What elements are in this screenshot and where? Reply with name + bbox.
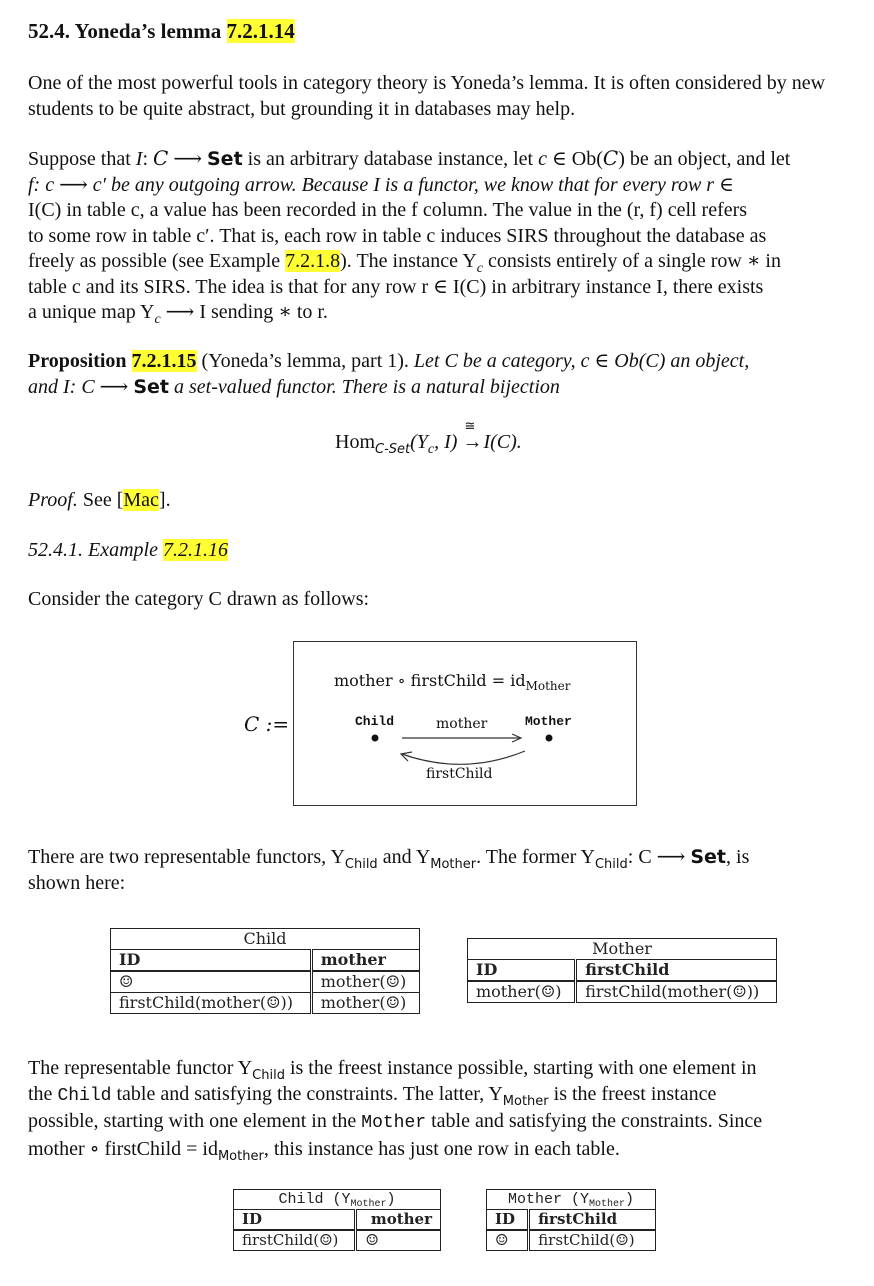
column-header: firstChild (576, 960, 777, 982)
line: f: c ⟶ c′ be any outgoing arrow. Because I is a functor, we know that for every row r ∈ (28, 173, 734, 196)
node-mother-dot (546, 735, 553, 742)
line: a unique map $Y_c$ ⟶ I sending ∗ to r. (28, 301, 328, 327)
line: I(C) in table c, a value has been recorded in the f column. The value in the (r, f) cell refers (28, 199, 748, 221)
line: shown here: (28, 871, 126, 894)
table-row: firstChild(mother(☺)) mother(☺) (111, 993, 420, 1014)
line: possible, starting with one element in the Mother table and satisfying the constraints. Since (28, 1110, 763, 1133)
line: table c and its SIRS. The idea is that for any row r ∈ I(C) in arbitrary instance I, there exists (28, 275, 764, 298)
table-row: mother(☺) firstChild(mother(☺)) (468, 981, 777, 1003)
column-header: mother (311, 950, 419, 972)
category-definition-label: C := (244, 712, 290, 736)
arrow-mother-label: mother (436, 716, 488, 732)
table-title: Mother (468, 939, 777, 960)
node-child-label: Child (355, 714, 395, 729)
suppose-paragraph (28, 146, 858, 326)
consider-text: Consider the category C drawn as follows: (28, 588, 370, 610)
ychild-child-table (110, 928, 420, 1014)
line: The representable functor $Y_{Child}$ is the freest instance possible, starting with one element in (28, 1057, 757, 1083)
line: Proposition 7.2.1.15 (Yoneda’s lemma, part 1). Let C be a category, c ∈ Ob(C) an object, (28, 350, 750, 372)
diagram-equation: mother ∘ firstChild = $id_{Mother}$ (334, 671, 571, 693)
section-number: 52.4. (28, 19, 70, 43)
proposition-ref-link[interactable]: 7.2.1.15 (131, 350, 197, 372)
node-mother-label: Mother (525, 714, 572, 729)
line: the Child table and satisfying the constraints. The latter, $Y_{Mother}$ is the freest instance (28, 1082, 717, 1109)
section-title: Yoneda’s lemma (74, 19, 222, 43)
ychild-mother-table (467, 938, 777, 1003)
node-child-dot (372, 735, 379, 742)
line: to some row in table c′. That is, each row in table c induces SIRS throughout the database as (28, 224, 767, 247)
line: freely as possible (see Example 7.2.1.8). The instance $Y_c$ consists entirely of a single row ∗ in (28, 250, 781, 276)
table-row: firstChild(☺) ☺ (234, 1230, 441, 1251)
column-header: ID (111, 950, 312, 972)
table-title: Mother $(Y_{Mother})$ (487, 1190, 656, 1210)
section-heading (28, 19, 295, 45)
column-header: ID (487, 1210, 529, 1231)
table-row: ☺ firstChild(☺) (487, 1230, 656, 1251)
column-header: ID (468, 960, 576, 982)
ymother-child-table (233, 1189, 441, 1251)
arrow-firstchild (401, 751, 525, 764)
table-title: Child (111, 929, 420, 950)
proof: Proof. See [Mac]. (28, 489, 171, 511)
arrow-firstchild-label: firstChild (426, 766, 493, 782)
yoneda-formula: $Hom_{C-Set}(Y_c$, I) ≅ → I(C). (335, 430, 522, 456)
column-header: ID (234, 1210, 356, 1231)
freest-instance-paragraph (28, 1056, 858, 1162)
arrow-mother (402, 734, 521, 742)
section-ref-link[interactable]: 7.2.1.14 (226, 19, 295, 43)
representable-paragraph (28, 845, 858, 896)
ymother-mother-table (486, 1189, 656, 1251)
intro-paragraph: One of the most powerful tools in category theory is Yoneda’s lemma. It is often considered by new students to be quite abstract, but grounding it in databases may help. (28, 72, 826, 120)
line: and I: C ⟶ Set a set-valued functor. There is a natural bijection (28, 375, 560, 398)
line: There are two representable functors, $Y_{Child}$ and $Y_{Mother}$. The former $Y_{Child}$: C ⟶ Set, is (28, 846, 750, 872)
table-title: Child $(Y_{Mother})$ (234, 1190, 441, 1210)
line: mother ∘ firstChild = $id_{Mother}$, this instance has just one row in each table. (28, 1137, 620, 1164)
arrow-symbol: → (462, 431, 483, 453)
diagram-arrows (294, 642, 636, 805)
column-header: mother (356, 1210, 441, 1231)
line: Suppose that I: C ⟶ Set is an arbitrary database instance, let c ∈ Ob(C) be an object, and let (28, 146, 791, 170)
iso-symbol: ≅ (464, 418, 476, 433)
citation-link[interactable]: Mac (123, 489, 159, 511)
category-diagram (293, 641, 637, 806)
example-heading-ref-link[interactable]: 7.2.1.16 (162, 539, 228, 561)
example-heading: 52.4.1. Example 7.2.1.16 (28, 539, 228, 561)
proposition (28, 349, 858, 400)
column-header: firstChild (529, 1210, 656, 1231)
table-row: ☺ mother(☺) (111, 971, 420, 993)
example-ref-link[interactable]: 7.2.1.8 (285, 250, 341, 272)
